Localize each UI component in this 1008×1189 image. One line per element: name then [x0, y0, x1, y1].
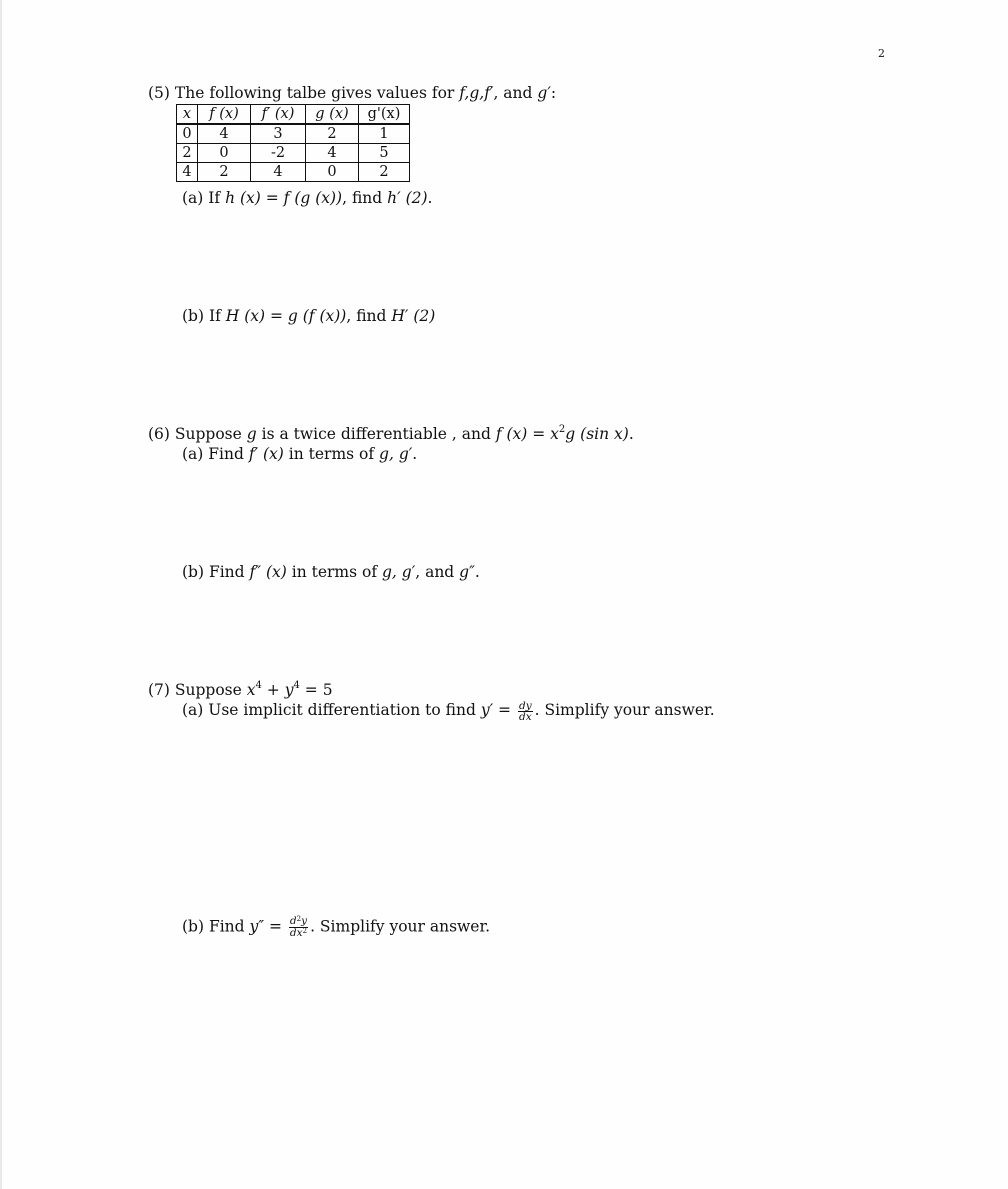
problem-6b: (b) Find f″ (x) in terms of g, g′, and g″.	[182, 563, 480, 581]
table-cell: 4	[177, 163, 198, 182]
problem-5-intro: (5) The following talbe gives values for f,g,f′, and g′:	[148, 84, 557, 102]
table-header-row	[177, 105, 410, 125]
problem-6-number: (6)	[148, 425, 170, 443]
table-cell: 5	[359, 144, 410, 163]
table-header-cell: g (x)	[306, 105, 359, 125]
dy-dx-fraction: $\frac{dy}{dx}$	[518, 699, 532, 723]
part-label: (b)	[182, 917, 205, 936]
part-label: (b)	[182, 563, 205, 581]
table-row	[177, 163, 410, 182]
table-cell: 3	[251, 124, 306, 144]
table-header-cell: g'(x)	[359, 105, 410, 125]
page-number: 2	[878, 47, 885, 60]
table-cell: 2	[198, 163, 251, 182]
table-cell: 2	[359, 163, 410, 182]
part-label: (a)	[182, 445, 204, 463]
problem-5-number: (5)	[148, 84, 170, 102]
table-header-cell: f′ (x)	[251, 105, 306, 125]
table-cell: 4	[306, 144, 359, 163]
part-label: (a)	[182, 701, 204, 719]
table-cell: 4	[251, 163, 306, 182]
second-derivative-fraction: $\frac{d^2y}{dx^2}$	[289, 915, 308, 939]
problem-5b: (b) If H (x) = g (f (x)), find H′ (2)	[182, 307, 436, 325]
table-header-cell: x	[177, 105, 198, 125]
problem-7b: (b) Find y″ = $\frac{d^2y}{dx^2}$ . Simplify your answer.	[182, 915, 491, 939]
table-row	[177, 124, 410, 144]
table-row	[177, 144, 410, 163]
problem-7-number: (7)	[148, 681, 170, 699]
table-cell: -2	[251, 144, 306, 163]
table-cell: 1	[359, 124, 410, 144]
problem-6-intro: (6) Suppose g is a twice differentiable , and f $(x) = x^2g$ (sin x).	[148, 424, 634, 443]
page-edge	[0, 0, 2, 1189]
values-table	[176, 104, 410, 182]
problem-7a: (a) Use implicit differentiation to find y′ = $\frac{dy}{dx}$ . Simplify your answer.	[182, 699, 715, 723]
table-header-cell: f (x)	[198, 105, 251, 125]
table-cell: 0	[306, 163, 359, 182]
part-label: (a)	[182, 189, 204, 207]
problem-5a: (a) If h (x) = f (g (x)), find h′ (2).	[182, 189, 433, 207]
table-cell: 4	[198, 124, 251, 144]
table-cell: 0	[198, 144, 251, 163]
problem-6a: (a) Find f′ (x) in terms of g, g′.	[182, 445, 418, 463]
part-label: (b)	[182, 307, 205, 325]
problem-7-intro: (7) Suppose $x^4 + y^4 = 5$	[148, 680, 333, 699]
table-cell: 2	[306, 124, 359, 144]
table-cell: 2	[177, 144, 198, 163]
table-cell: 0	[177, 124, 198, 144]
